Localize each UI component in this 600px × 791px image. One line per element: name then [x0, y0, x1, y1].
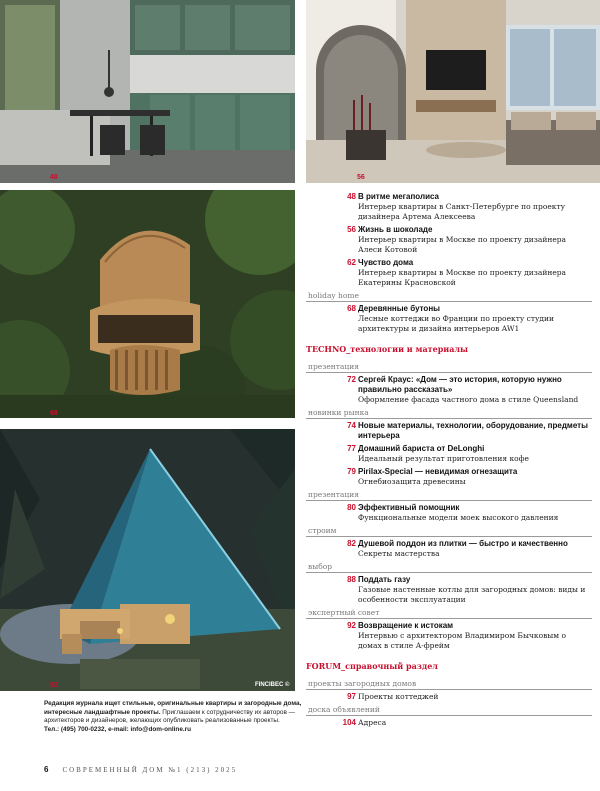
- toc-entry-description: Лесные коттеджи во Франции по проекту студии архитектуры и дизайна интерьеров AW1: [358, 314, 555, 333]
- toc-entry-description: Огнебиозащита древесины: [358, 477, 466, 486]
- toc-entry-description: Интерьер квартиры в Москве по проекту дизайнера Алеси Котовой: [358, 235, 567, 254]
- toc-page-number: 88: [347, 575, 356, 584]
- toc-entry-79[interactable]: [306, 467, 592, 487]
- rubric-expert-advice: экспертный совет: [306, 608, 592, 619]
- toc-page-number: 72: [347, 375, 356, 384]
- table-of-contents: [306, 192, 592, 731]
- editorial-contacts: Тел.: (495) 700-0232, e-mail: info@dom-online.ru: [44, 725, 192, 733]
- aframe-photo-page: 92: [50, 682, 58, 689]
- toc-page-number: 68: [347, 304, 356, 313]
- toc-entry-description: Проекты коттеджей: [358, 692, 439, 701]
- toc-page-number: 97: [347, 692, 356, 701]
- toc-entry-97[interactable]: [306, 692, 592, 702]
- toc-page-number: 104: [342, 718, 356, 727]
- toc-entry-68[interactable]: [306, 304, 592, 334]
- toc-entry-title: Поддать газу: [358, 575, 411, 584]
- toc-entry-title: В ритме мегаполиса: [358, 192, 439, 201]
- toc-entry-title: Возвращение к истокам: [358, 621, 454, 630]
- toc-entry-48[interactable]: [306, 192, 592, 222]
- toc-page-number: 56: [347, 225, 356, 234]
- rubric-build: строим: [306, 526, 592, 537]
- editorial-note-text: Приглашаем к сотрудничеству их авторов — архитекторов и дизайнеров, желающих опубликовать реализованные проекты.: [44, 708, 296, 725]
- toc-entry-title: Новые материалы, технологии, оборудование, предметы интерьера: [358, 421, 588, 440]
- toc-entry-62[interactable]: [306, 258, 592, 288]
- toc-page-number: 62: [347, 258, 356, 267]
- toc-entry-description: Оформление фасада частного дома в стиле Queensland: [358, 395, 579, 404]
- rubric-house-projects: проекты загородных домов: [306, 679, 592, 690]
- toc-entry-description: Интерьер квартиры в Москве по проекту дизайнера Екатерины Красновской: [358, 268, 567, 287]
- toc-entry-92[interactable]: [306, 621, 592, 651]
- rubric-holiday-home: holiday home: [306, 291, 592, 302]
- toc-entry-description: Функциональные модели моек высокого давления: [358, 513, 559, 522]
- toc-entry-title: Pirilax-Special — невидимая огнезащита: [358, 467, 518, 476]
- toc-entry-74[interactable]: [306, 421, 592, 441]
- toc-entry-description: Адреса: [358, 718, 387, 727]
- toc-page-number: 80: [347, 503, 356, 512]
- treehouse-photo: [0, 190, 295, 418]
- toc-page-number: 77: [347, 444, 356, 453]
- treehouse-photo-page: 68: [50, 410, 58, 417]
- toc-entry-description: Идеальный результат приготовления кофе: [358, 454, 529, 463]
- toc-entry-title: Сергей Краус: «Дом — это история, которую нужно правильно рассказать»: [358, 375, 562, 394]
- toc-entry-72[interactable]: [306, 375, 592, 405]
- aframe-photo: [0, 429, 295, 691]
- kitchen-photo-page: 48: [50, 174, 58, 181]
- toc-page-number: 74: [347, 421, 356, 430]
- toc-entry-title: Деревянные бутоны: [358, 304, 440, 313]
- toc-entry-104[interactable]: [306, 718, 592, 728]
- toc-entry-80[interactable]: [306, 503, 592, 523]
- toc-entry-title: Жизнь в шоколаде: [358, 225, 433, 234]
- toc-entry-description: Секреты мастерства: [358, 549, 440, 558]
- rubric-presentation: презентация: [306, 490, 592, 501]
- magazine-issue: СОВРЕМЕННЫЙ ДОМ №1 (213) 2025: [62, 766, 238, 774]
- kitchen-photo: [0, 0, 295, 183]
- toc-entry-82[interactable]: [306, 539, 592, 559]
- section-techno: TECHNO_технологии и материалы: [306, 344, 469, 354]
- aframe-photo-credit: FINCIBEC ©: [255, 682, 290, 688]
- page-footer: [44, 765, 237, 774]
- toc-entry-title: Домашний бариста от DeLonghi: [358, 444, 485, 453]
- toc-entry-88[interactable]: [306, 575, 592, 605]
- rubric-presentation: презентация: [306, 362, 592, 373]
- page-number: 6: [44, 765, 49, 774]
- toc-entry-description: Интервью с архитектором Владимиром Бычковым о домах в стиле А-фрейм: [358, 631, 567, 650]
- toc-page-number: 92: [347, 621, 356, 630]
- toc-page-number: 82: [347, 539, 356, 548]
- editorial-note-lead: Редакция журнала ищет стильные, оригинальные квартиры и загородные дома, интересные ландшафтные проекты.: [44, 700, 302, 716]
- toc-entry-description: Газовые настенные котлы для загородных домов: виды и особенности эксплуатации: [358, 585, 586, 604]
- toc-entry-77[interactable]: [306, 444, 592, 464]
- editorial-note: [44, 700, 302, 734]
- toc-entry-title: Эффективный помощник: [358, 503, 460, 512]
- rubric-choice: выбор: [306, 562, 592, 573]
- section-forum: FORUM_справочный раздел: [306, 661, 438, 671]
- toc-entry-description: Интерьер квартиры в Санкт-Петербурге по проекту дизайнера Артема Алексеева: [358, 202, 566, 221]
- rubric-notice-board: доска объявлений: [306, 705, 592, 716]
- rubric-market-news: новинки рынка: [306, 408, 592, 419]
- livingroom-photo-page: 56: [357, 174, 365, 181]
- toc-entry-56[interactable]: [306, 225, 592, 255]
- toc-entry-title: Душевой поддон из плитки — быстро и качественно: [358, 539, 568, 548]
- toc-page-number: 79: [347, 467, 356, 476]
- toc-entry-title: Чувство дома: [358, 258, 414, 267]
- livingroom-photo: [306, 0, 600, 183]
- toc-page-number: 48: [347, 192, 356, 201]
